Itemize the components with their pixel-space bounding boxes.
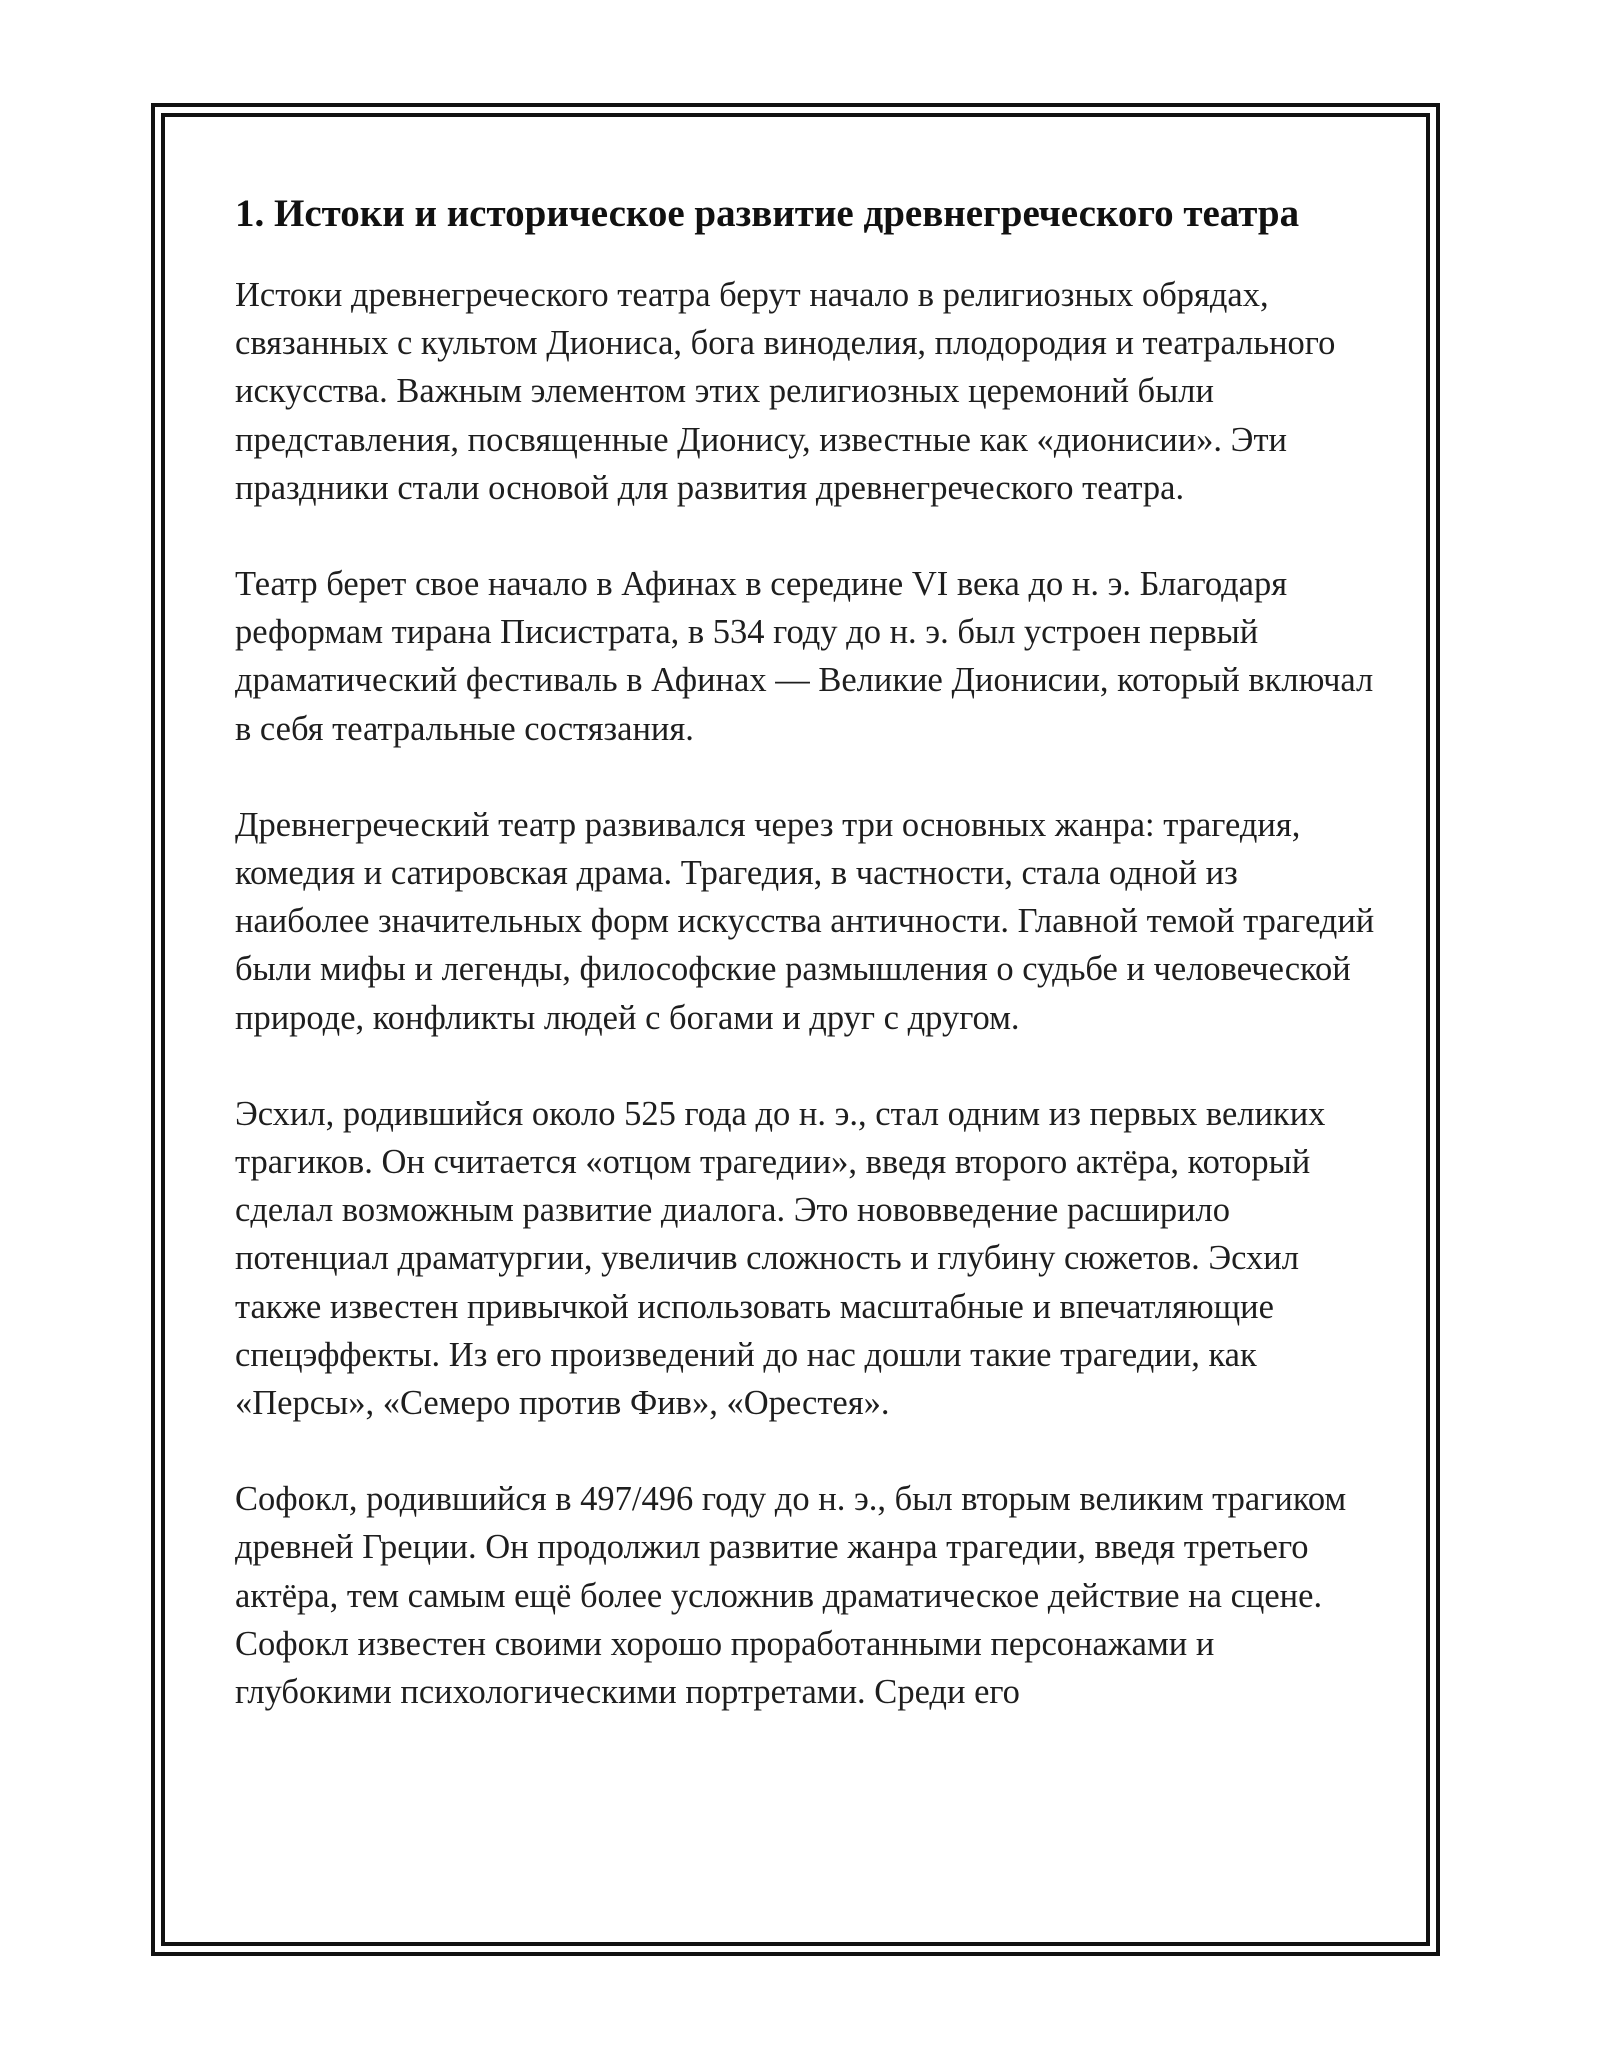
paragraph-sophocles: Софокл, родившийся в 497/496 году до н. э., был вторым великим трагиком древней Греции. Он продолжил развитие жанра трагедии, введя третьего актёра, тем самым ещё более усложнив драматическое действие на сцене. Софокл известен своими хорошо проработанными персонажами и глубокими психологическими портретами. Среди его bbox=[235, 1480, 1347, 1712]
paragraph-aeschylus: Эсхил, родившийся около 525 года до н. э., стал одним из первых великих трагиков. Он считается «отцом трагедии», введя второго актёра, который сделал возможным развитие диалога. Это нововведение расширило потенциал драматургии, увеличив сложность и глубину сюжетов. Эсхил также известен привычкой использовать масштабные и впечатляющие спецэффекты. Из его произведений до нас дошли такие трагедии, как «Персы», «Семеро против Фив», «Орестея». bbox=[235, 1094, 1326, 1423]
section-heading: 1. Истоки и историческое развитие древнегреческого театра bbox=[235, 192, 1300, 235]
paragraph-origins: Истоки древнегреческого театра берут начало в религиозных обрядах, связанных с культом Диониса, бога виноделия, плодородия и театрального искусства. Важным элементом этих религиозных церемоний были представления, посвященные Дионису, известные как «дионисии». Эти праздники стали основой для развития древнегреческого театра. bbox=[235, 276, 1336, 507]
document-body bbox=[235, 186, 1375, 1764]
paragraph-genres: Древнегреческий театр развивался через три основных жанра: трагедия, комедия и сатировская драма. Трагедия, в частности, стала одной из наиболее значительных форм искусства античности. Главной темой трагедий были мифы и легенды, философские размышления о судьбе и человеческой природе, конфликты людей с богами и друг с другом. bbox=[235, 805, 1375, 1037]
paragraph-athens: Театр берет свое начало в Афинах в середине VI века до н. э. Благодаря реформам тирана Писистрата, в 534 году до н. э. был устроен первый драматический фестиваль в Афинах — Великие Дионисии, который включал в себя театральные состязания. bbox=[235, 565, 1374, 748]
